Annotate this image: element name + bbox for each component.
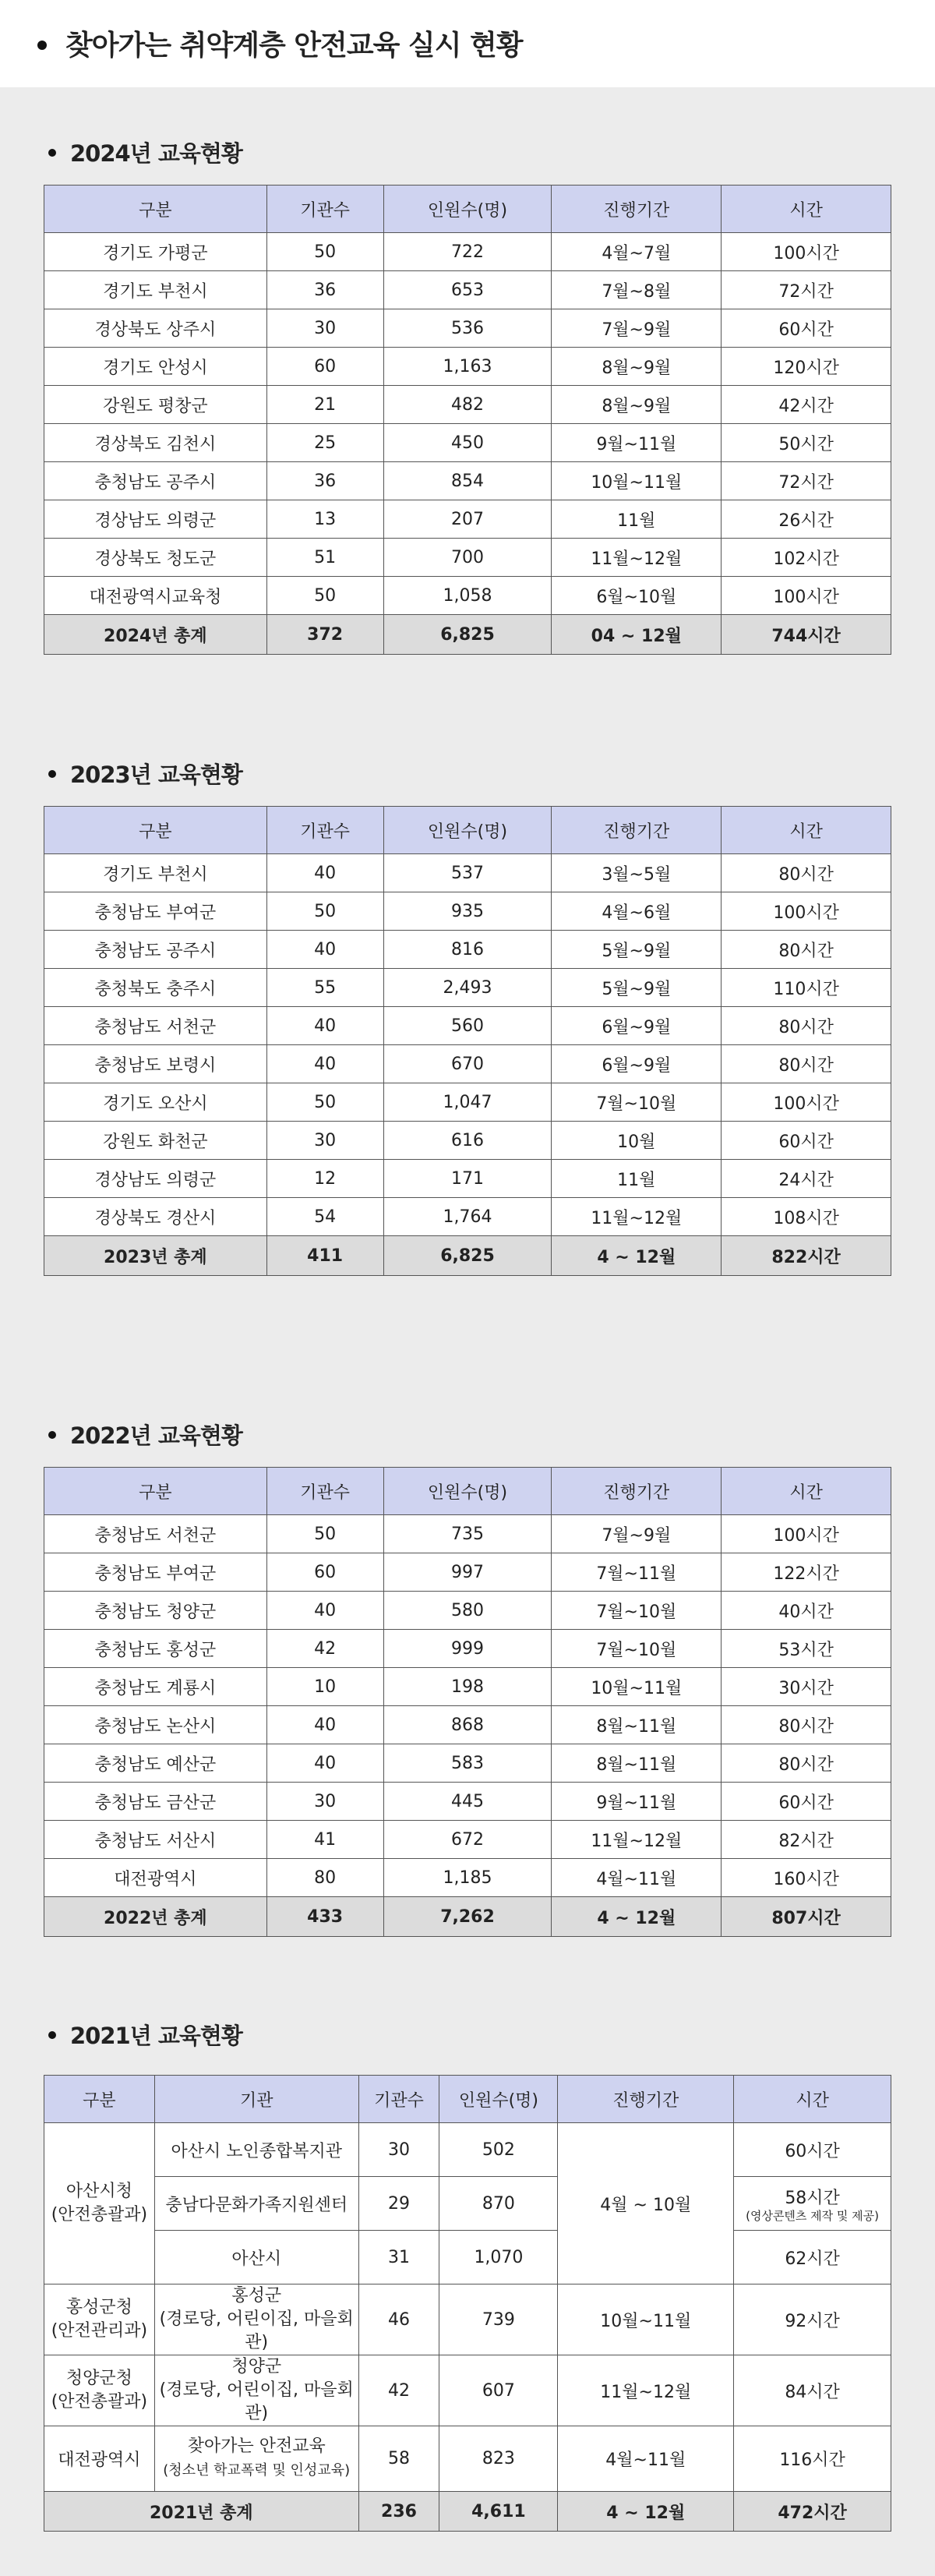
table-row (44, 233, 891, 271)
header-cell: 기관수 (266, 186, 383, 233)
hours-cell: 30시간 (722, 1668, 891, 1706)
header-cell: 구분 (44, 1468, 267, 1515)
count-cell: 40 (266, 854, 383, 892)
table-2022 (44, 1467, 891, 1937)
hours-cell: 100시간 (722, 1515, 891, 1553)
count-cell: 30 (266, 1783, 383, 1821)
table-row (44, 1553, 891, 1592)
count-cell: 30 (266, 309, 383, 348)
period-cell: 4월~11월 (552, 1859, 722, 1897)
period-cell: 7월~10월 (552, 1630, 722, 1668)
people-cell: 2,493 (383, 969, 552, 1007)
table-row (44, 1859, 891, 1897)
total-period-cell: 4 ~ 12월 (552, 1236, 722, 1276)
header-cell: 진행기간 (552, 1468, 722, 1515)
period-cell: 8월~9월 (552, 386, 722, 424)
total-row (44, 1236, 891, 1276)
hours-cell: 120시간 (722, 348, 891, 386)
region-cell: 경기도 안성시 (44, 348, 267, 386)
table-row (44, 1706, 891, 1744)
period-cell: 3월~5월 (552, 854, 722, 892)
period-cell: 10월~11월 (552, 1668, 722, 1706)
people-cell: 537 (383, 854, 552, 892)
table-row (44, 386, 891, 424)
total-count: 236 (358, 2492, 439, 2532)
table-row (44, 1007, 891, 1045)
count-cell: 30 (358, 2123, 439, 2177)
period-cell: 7월~9월 (552, 1515, 722, 1553)
count-cell: 60 (266, 1553, 383, 1592)
period-cell: 6월~9월 (552, 1007, 722, 1045)
hours-cell: 60시간 (722, 309, 891, 348)
period-cell: 11월~12월 (558, 2355, 734, 2426)
people-cell: 1,070 (439, 2231, 558, 2284)
group-cell: 아산시청 (안전총괄과) (44, 2123, 155, 2284)
table-row (44, 500, 891, 539)
table-row (44, 1122, 891, 1160)
region-cell: 충청남도 공주시 (44, 931, 267, 969)
table-row (44, 1821, 891, 1859)
table-row (44, 892, 891, 931)
period-cell: 5월~9월 (552, 969, 722, 1007)
people-cell: 583 (383, 1744, 552, 1783)
table-row (44, 2426, 891, 2492)
period-cell: 6월~10월 (552, 577, 722, 615)
count-cell: 30 (266, 1122, 383, 1160)
period-cell: 4월~7월 (552, 233, 722, 271)
people-cell: 450 (383, 424, 552, 462)
count-cell: 40 (266, 1744, 383, 1783)
bullet-icon (48, 770, 56, 778)
period-cell: 7월~10월 (552, 1592, 722, 1630)
table-row (44, 1668, 891, 1706)
region-cell: 충청남도 보령시 (44, 1045, 267, 1083)
hours-cell: 53시간 (722, 1630, 891, 1668)
region-cell: 충청남도 서천군 (44, 1515, 267, 1553)
count-cell: 25 (266, 424, 383, 462)
hours-cell: 84시간 (734, 2355, 891, 2426)
hours-cell: 80시간 (722, 1007, 891, 1045)
hours-cell: 82시간 (722, 1821, 891, 1859)
org-cell: 아산시 노인종합복지관 (154, 2123, 358, 2177)
hours-cell: 60시간 (734, 2123, 891, 2177)
people-cell: 870 (439, 2177, 558, 2231)
hours-cell: 60시간 (722, 1783, 891, 1821)
region-cell: 경상북도 상주시 (44, 309, 267, 348)
table-row (44, 309, 891, 348)
region-cell: 경기도 부천시 (44, 854, 267, 892)
header-cell: 시간 (722, 186, 891, 233)
table-row (44, 2284, 891, 2355)
total-people-cell: 7,262 (383, 1897, 552, 1937)
table-row (44, 577, 891, 615)
table-row (44, 1160, 891, 1198)
hours-cell: 100시간 (722, 1083, 891, 1122)
period-cell: 11월~12월 (552, 1198, 722, 1236)
table-row (44, 854, 891, 892)
hours-cell: 42시간 (722, 386, 891, 424)
header-cell: 진행기간 (552, 807, 722, 854)
header-cell: 진행기간 (552, 186, 722, 233)
people-cell: 823 (439, 2426, 558, 2492)
count-cell: 29 (358, 2177, 439, 2231)
total-period-cell: 04 ~ 12월 (552, 615, 722, 655)
people-cell: 1,764 (383, 1198, 552, 1236)
count-cell: 54 (266, 1198, 383, 1236)
count-cell: 40 (266, 1706, 383, 1744)
region-cell: 경상남도 의령군 (44, 500, 267, 539)
table-row (44, 348, 891, 386)
count-cell: 46 (358, 2284, 439, 2355)
header-cell: 구분 (44, 2076, 155, 2123)
header-cell: 구분 (44, 807, 267, 854)
hours-cell: 40시간 (722, 1592, 891, 1630)
people-cell: 1,058 (383, 577, 552, 615)
region-cell: 강원도 화천군 (44, 1122, 267, 1160)
region-cell: 경기도 오산시 (44, 1083, 267, 1122)
hours-cell: 102시간 (722, 539, 891, 577)
org-cell: 충남다문화가족지원센터 (154, 2177, 358, 2231)
people-cell: 670 (383, 1045, 552, 1083)
hours-cell: 80시간 (722, 854, 891, 892)
count-cell: 13 (266, 500, 383, 539)
total-row (44, 615, 891, 655)
people-cell: 999 (383, 1630, 552, 1668)
period-cell: 4월 ~ 10월 (558, 2123, 734, 2284)
period-cell: 4월~11월 (558, 2426, 734, 2492)
count-cell: 60 (266, 348, 383, 386)
people-cell: 536 (383, 309, 552, 348)
hours-cell: 24시간 (722, 1160, 891, 1198)
people-cell: 722 (383, 233, 552, 271)
count-cell: 40 (266, 1592, 383, 1630)
hours-cell: 100시간 (722, 577, 891, 615)
region-cell: 경상북도 청도군 (44, 539, 267, 577)
people-cell: 171 (383, 1160, 552, 1198)
count-cell: 50 (266, 1083, 383, 1122)
table-row (44, 1045, 891, 1083)
count-cell: 10 (266, 1668, 383, 1706)
bullet-icon (37, 41, 47, 50)
period-cell: 10월 (552, 1122, 722, 1160)
header-cell: 기관 (154, 2076, 358, 2123)
period-cell: 6월~9월 (552, 1045, 722, 1083)
table-row (44, 1515, 891, 1553)
hours-note: (영상콘텐츠 제작 및 제공) (746, 2208, 880, 2223)
total-region-cell: 2023년 총계 (44, 1236, 267, 1276)
count-cell: 42 (266, 1630, 383, 1668)
people-cell: 607 (439, 2355, 558, 2426)
hours-cell: 80시간 (722, 1706, 891, 1744)
people-cell: 935 (383, 892, 552, 931)
people-cell: 854 (383, 462, 552, 500)
header-cell: 시간 (722, 1468, 891, 1515)
table-row (44, 2231, 891, 2284)
total-region-cell: 2024년 총계 (44, 615, 267, 655)
table-row (44, 1198, 891, 1236)
total-row (44, 1897, 891, 1937)
hours-cell: 72시간 (722, 271, 891, 309)
period-cell: 8월~11월 (552, 1744, 722, 1783)
region-cell: 대전광역시 (44, 1859, 267, 1897)
header-cell: 인원수(명) (383, 807, 552, 854)
people-cell: 1,185 (383, 1859, 552, 1897)
header-cell: 진행기간 (558, 2076, 734, 2123)
period-cell: 7월~8월 (552, 271, 722, 309)
count-cell: 80 (266, 1859, 383, 1897)
region-cell: 경상북도 김천시 (44, 424, 267, 462)
region-cell: 충청남도 공주시 (44, 462, 267, 500)
header-cell: 인원수(명) (383, 186, 552, 233)
total-period: 4 ~ 12월 (558, 2492, 734, 2532)
people-cell: 482 (383, 386, 552, 424)
people-cell: 445 (383, 1783, 552, 1821)
total-row (44, 2492, 891, 2532)
period-cell: 9월~11월 (552, 1783, 722, 1821)
people-cell: 207 (383, 500, 552, 539)
table-2023 (44, 806, 891, 1276)
header-cell: 시간 (734, 2076, 891, 2123)
total-hours-cell: 822시간 (722, 1236, 891, 1276)
people-cell: 560 (383, 1007, 552, 1045)
header-cell: 기관수 (358, 2076, 439, 2123)
region-cell: 충청남도 서산시 (44, 1821, 267, 1859)
table-2021 (44, 2075, 891, 2532)
total-period-cell: 4 ~ 12월 (552, 1897, 722, 1937)
table-row (44, 1630, 891, 1668)
page-header (0, 0, 935, 87)
hours-cell: 60시간 (722, 1122, 891, 1160)
hours-cell: 110시간 (722, 969, 891, 1007)
people-cell: 653 (383, 271, 552, 309)
period-cell: 8월~9월 (552, 348, 722, 386)
hours-cell: 80시간 (722, 1744, 891, 1783)
region-cell: 충청남도 금산군 (44, 1783, 267, 1821)
period-cell: 7월~10월 (552, 1083, 722, 1122)
region-cell: 경기도 부천시 (44, 271, 267, 309)
count-cell: 40 (266, 1007, 383, 1045)
count-cell: 31 (358, 2231, 439, 2284)
people-cell: 1,047 (383, 1083, 552, 1122)
region-cell: 충청북도 충주시 (44, 969, 267, 1007)
total-hours-cell: 807시간 (722, 1897, 891, 1937)
total-region-cell: 2022년 총계 (44, 1897, 267, 1937)
table-row (44, 1083, 891, 1122)
hours-cell: 122시간 (722, 1553, 891, 1592)
region-cell: 충청남도 부여군 (44, 1553, 267, 1592)
region-cell: 경상북도 경산시 (44, 1198, 267, 1236)
hours-cell: 26시간 (722, 500, 891, 539)
hours-cell: 62시간 (734, 2231, 891, 2284)
header-cell: 기관수 (266, 1468, 383, 1515)
people-cell: 700 (383, 539, 552, 577)
count-cell: 50 (266, 892, 383, 931)
people-cell: 997 (383, 1553, 552, 1592)
table-row (44, 271, 891, 309)
header-cell: 시간 (722, 807, 891, 854)
period-cell: 11월 (552, 500, 722, 539)
people-cell: 580 (383, 1592, 552, 1630)
count-cell: 50 (266, 233, 383, 271)
period-cell: 7월~9월 (552, 309, 722, 348)
period-cell: 4월~6월 (552, 892, 722, 931)
header-cell: 기관수 (266, 807, 383, 854)
group-cell: 홍성군청 (안전관리과) (44, 2284, 155, 2355)
period-cell: 10월~11월 (558, 2284, 734, 2355)
region-cell: 경기도 가평군 (44, 233, 267, 271)
hours-cell: 108시간 (722, 1198, 891, 1236)
header-cell: 구분 (44, 186, 267, 233)
total-label: 2021년 총계 (44, 2492, 359, 2532)
total-count-cell: 372 (266, 615, 383, 655)
group-cell: 대전광역시 (44, 2426, 155, 2492)
table-row (44, 1592, 891, 1630)
hours-cell: 80시간 (722, 1045, 891, 1083)
count-cell: 40 (266, 1045, 383, 1083)
period-cell: 8월~11월 (552, 1706, 722, 1744)
org-cell: 홍성군 (경로당, 어린이집, 마을회관) (154, 2284, 358, 2355)
group-cell: 청양군청 (안전총괄과) (44, 2355, 155, 2426)
count-cell: 58 (358, 2426, 439, 2492)
count-cell: 50 (266, 577, 383, 615)
period-cell: 5월~9월 (552, 931, 722, 969)
section-title: 2024년 교육현황 (48, 136, 242, 168)
people-cell: 1,163 (383, 348, 552, 386)
bullet-icon (48, 149, 56, 157)
total-hours-cell: 744시간 (722, 615, 891, 655)
table-row (44, 424, 891, 462)
table-2024 (44, 185, 891, 655)
hours-cell: 58시간 (영상콘텐츠 제작 및 제공) (734, 2177, 891, 2231)
region-cell: 경상남도 의령군 (44, 1160, 267, 1198)
table-row (44, 539, 891, 577)
region-cell: 충청남도 청양군 (44, 1592, 267, 1630)
total-people-cell: 6,825 (383, 615, 552, 655)
hours-cell: 72시간 (722, 462, 891, 500)
count-cell: 36 (266, 271, 383, 309)
org-cell: 찾아가는 안전교육 (청소년 학교폭력 및 인성교육) (154, 2426, 358, 2492)
period-cell: 11월~12월 (552, 1821, 722, 1859)
section-title: 2021년 교육현황 (48, 2019, 242, 2051)
section-title: 2023년 교육현황 (48, 758, 242, 790)
period-cell: 10월~11월 (552, 462, 722, 500)
count-cell: 12 (266, 1160, 383, 1198)
region-cell: 강원도 평창군 (44, 386, 267, 424)
count-cell: 50 (266, 1515, 383, 1553)
region-cell: 대전광역시교육청 (44, 577, 267, 615)
total-hours: 472시간 (734, 2492, 891, 2532)
people-cell: 198 (383, 1668, 552, 1706)
org-cell: 아산시 (154, 2231, 358, 2284)
period-cell: 9월~11월 (552, 424, 722, 462)
period-cell: 11월 (552, 1160, 722, 1198)
count-cell: 40 (266, 931, 383, 969)
region-cell: 충청남도 홍성군 (44, 1630, 267, 1668)
total-count-cell: 411 (266, 1236, 383, 1276)
region-cell: 충청남도 부여군 (44, 892, 267, 931)
hours-cell: 100시간 (722, 233, 891, 271)
people-cell: 816 (383, 931, 552, 969)
people-cell: 616 (383, 1122, 552, 1160)
hours-cell: 92시간 (734, 2284, 891, 2355)
page-title: 찾아가는 취약계층 안전교육 실시 현황 (65, 30, 523, 62)
people-cell: 739 (439, 2284, 558, 2355)
total-people: 4,611 (439, 2492, 558, 2532)
table-row (44, 931, 891, 969)
total-count-cell: 433 (266, 1897, 383, 1937)
header-cell: 인원수(명) (439, 2076, 558, 2123)
table-row (44, 969, 891, 1007)
people-cell: 502 (439, 2123, 558, 2177)
count-cell: 42 (358, 2355, 439, 2426)
count-cell: 36 (266, 462, 383, 500)
hours-cell: 50시간 (722, 424, 891, 462)
hours-cell: 80시간 (722, 931, 891, 969)
people-cell: 868 (383, 1706, 552, 1744)
region-cell: 충청남도 논산시 (44, 1706, 267, 1744)
region-cell: 충청남도 계룡시 (44, 1668, 267, 1706)
count-cell: 41 (266, 1821, 383, 1859)
people-cell: 672 (383, 1821, 552, 1859)
table-row (44, 1744, 891, 1783)
period-cell: 11월~12월 (552, 539, 722, 577)
table-row (44, 2177, 891, 2231)
period-cell: 7월~11월 (552, 1553, 722, 1592)
hours-cell: 160시간 (722, 1859, 891, 1897)
hours-cell: 116시간 (734, 2426, 891, 2492)
table-row (44, 2123, 891, 2177)
header-cell: 인원수(명) (383, 1468, 552, 1515)
section-title: 2022년 교육현황 (48, 1419, 242, 1451)
region-cell: 충청남도 예산군 (44, 1744, 267, 1783)
count-cell: 51 (266, 539, 383, 577)
region-cell: 충청남도 서천군 (44, 1007, 267, 1045)
org-cell: 청양군 (경로당, 어린이집, 마을회관) (154, 2355, 358, 2426)
table-row (44, 2355, 891, 2426)
people-cell: 735 (383, 1515, 552, 1553)
table-row (44, 1783, 891, 1821)
table-row (44, 462, 891, 500)
count-cell: 21 (266, 386, 383, 424)
count-cell: 55 (266, 969, 383, 1007)
bullet-icon (48, 1431, 56, 1439)
hours-cell: 100시간 (722, 892, 891, 931)
total-people-cell: 6,825 (383, 1236, 552, 1276)
bullet-icon (48, 2031, 56, 2039)
